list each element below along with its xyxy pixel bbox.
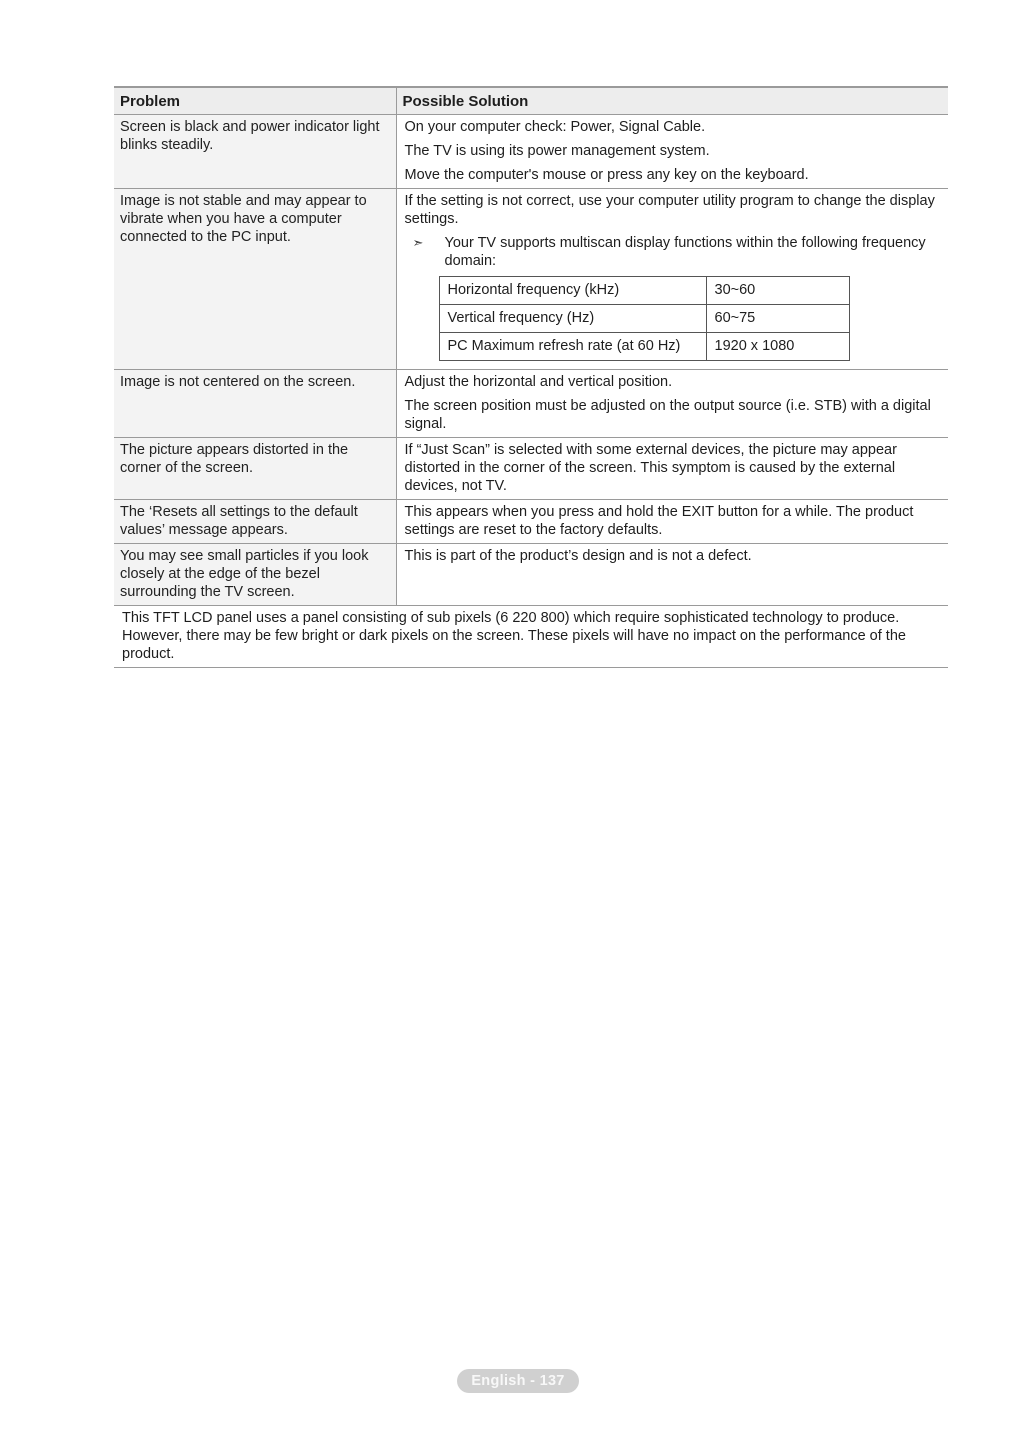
- solution-cell: [396, 500, 948, 544]
- problem-cell: Image is not stable and may appear to vibrate when you have a computer connected to the PC input.: [114, 189, 396, 370]
- solution-text: This is part of the product’s design and is not a defect.: [404, 548, 752, 564]
- frequency-row: [439, 305, 849, 333]
- note-text: Your TV supports multiscan display functions within the following frequency domain:: [444, 235, 926, 269]
- note: [405, 234, 943, 270]
- solution-text: This appears when you press and hold the EXIT button for a while. The product settings are reset to the factory defaults.: [404, 504, 914, 538]
- frequency-label: PC Maximum refresh rate (at 60 Hz): [439, 333, 706, 361]
- table-row: [114, 370, 948, 438]
- frequency-row: [439, 333, 849, 361]
- solution-text: Move the computer's mouse or press any key on the keyboard.: [404, 167, 809, 183]
- troubleshooting-page: [114, 86, 948, 668]
- solution-text: The screen position must be adjusted on the output source (i.e. STB) with a digital signal.: [404, 398, 931, 432]
- solution-cell: [396, 115, 948, 189]
- solution-text: The TV is using its power management system.: [404, 143, 710, 159]
- frequency-value: 60~75: [706, 305, 849, 333]
- note-arrow-icon: ➣: [412, 235, 424, 250]
- solution-text: On your computer check: Power, Signal Cable.: [404, 119, 706, 135]
- footnote: This TFT LCD panel uses a panel consisting of sub pixels (6 220 800) which require sophisticated technology to produce. However, there may be few bright or dark pixels on the screen. These pixels will have no impact on the performance of the product.: [114, 606, 948, 668]
- frequency-label: Vertical frequency (Hz): [439, 305, 706, 333]
- problem-cell: Screen is black and power indicator light blinks steadily.: [114, 115, 396, 189]
- solution-cell: [396, 544, 948, 606]
- troubleshooting-table: [114, 86, 948, 668]
- frequency-table: [439, 276, 850, 361]
- problem-cell: The ‘Resets all settings to the default values’ message appears.: [114, 500, 396, 544]
- footnote-row: [114, 606, 948, 668]
- frequency-value: 1920 x 1080: [706, 333, 849, 361]
- frequency-label: Horizontal frequency (kHz): [439, 277, 706, 305]
- problem-cell: Image is not centered on the screen.: [114, 370, 396, 438]
- solution-text: If “Just Scan” is selected with some external devices, the picture may appear distorted in the corner of the screen. This symptom is caused by the external devices, not TV.: [404, 442, 897, 494]
- solution-column-header: Possible Solution: [396, 87, 948, 115]
- frequency-value: 30~60: [706, 277, 849, 305]
- problem-cell: You may see small particles if you look closely at the edge of the bezel surrounding the TV screen.: [114, 544, 396, 606]
- table-row: [114, 544, 948, 606]
- solution-cell: [396, 370, 948, 438]
- table-row: [114, 438, 948, 500]
- page-number: English - 137: [457, 1369, 579, 1393]
- solution-cell: [396, 438, 948, 500]
- table-row: [114, 500, 948, 544]
- table-row: [114, 115, 948, 189]
- solution-text: If the setting is not correct, use your computer utility program to change the display settings.: [404, 193, 935, 227]
- solution-text: Adjust the horizontal and vertical position.: [404, 374, 673, 390]
- problem-cell: The picture appears distorted in the corner of the screen.: [114, 438, 396, 500]
- table-header-row: [114, 87, 948, 115]
- problem-column-header: Problem: [114, 87, 396, 115]
- table-row: [114, 189, 948, 370]
- solution-cell: [396, 189, 948, 370]
- frequency-row: [439, 277, 849, 305]
